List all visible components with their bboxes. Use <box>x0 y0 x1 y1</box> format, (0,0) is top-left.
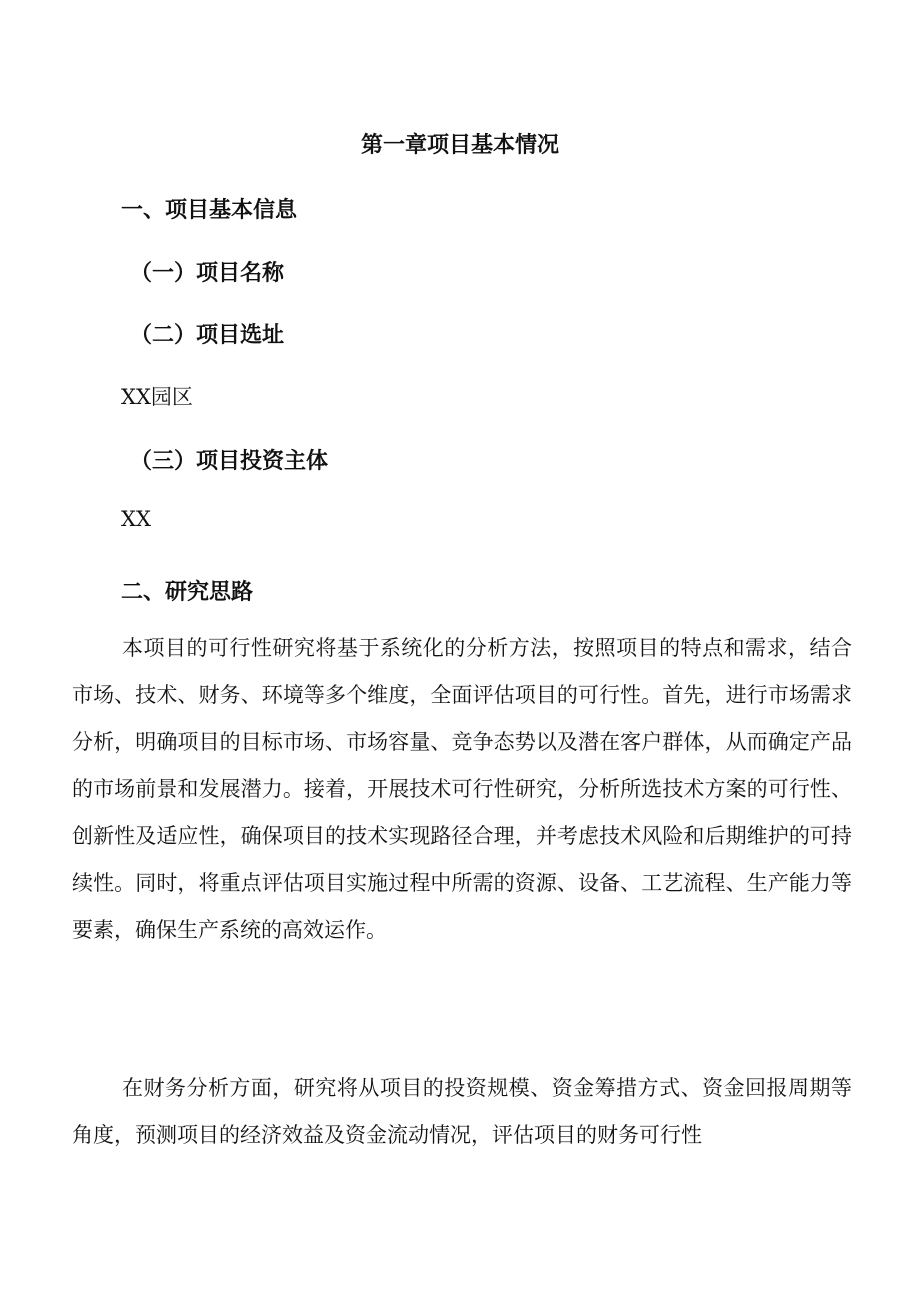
investment-entity-value: XX <box>121 507 151 531</box>
project-location-value: XX园区 <box>121 385 193 409</box>
body-paragraph: 在财务分析方面，研究将从项目的投资规模、资金筹措方式、资金回报周期等角度，预测项目的经济效益及资金流动情况，评估项目的财务可行性 <box>72 1076 852 1147</box>
section-heading-research-approach: 二、研究思路 <box>121 579 254 605</box>
body-paragraph: 本项目的可行性研究将基于系统化的分析方法，按照项目的特点和需求，结合市场、技术、财务、环境等多个维度，全面评估项目的可行性。首先，进行市场需求分析，明确项目的目标市场、市场容量、竞争态势以及潜在客户群体，从而确定产品的市场前景和发展潜力。接着，开展技术可行性研究，分析所选技术方案的可行性、创新性及适应性，确保项目的技术实现路径合理，并考虑技术风险和后期维护的可持续性。同时，将重点评估项目实施过程中所需的资源、设备、工艺流程、生产能力等要素，确保生产系统的高效运作。 <box>72 636 852 942</box>
subheading-project-name: （一）项目名称 <box>130 260 285 286</box>
subheading-investment-entity: （三）项目投资主体 <box>130 448 329 474</box>
subheading-project-location: （二）项目选址 <box>130 322 285 348</box>
section-heading-basic-info: 一、项目基本信息 <box>121 197 298 223</box>
chapter-title: 第一章项目基本情况 <box>360 132 559 158</box>
